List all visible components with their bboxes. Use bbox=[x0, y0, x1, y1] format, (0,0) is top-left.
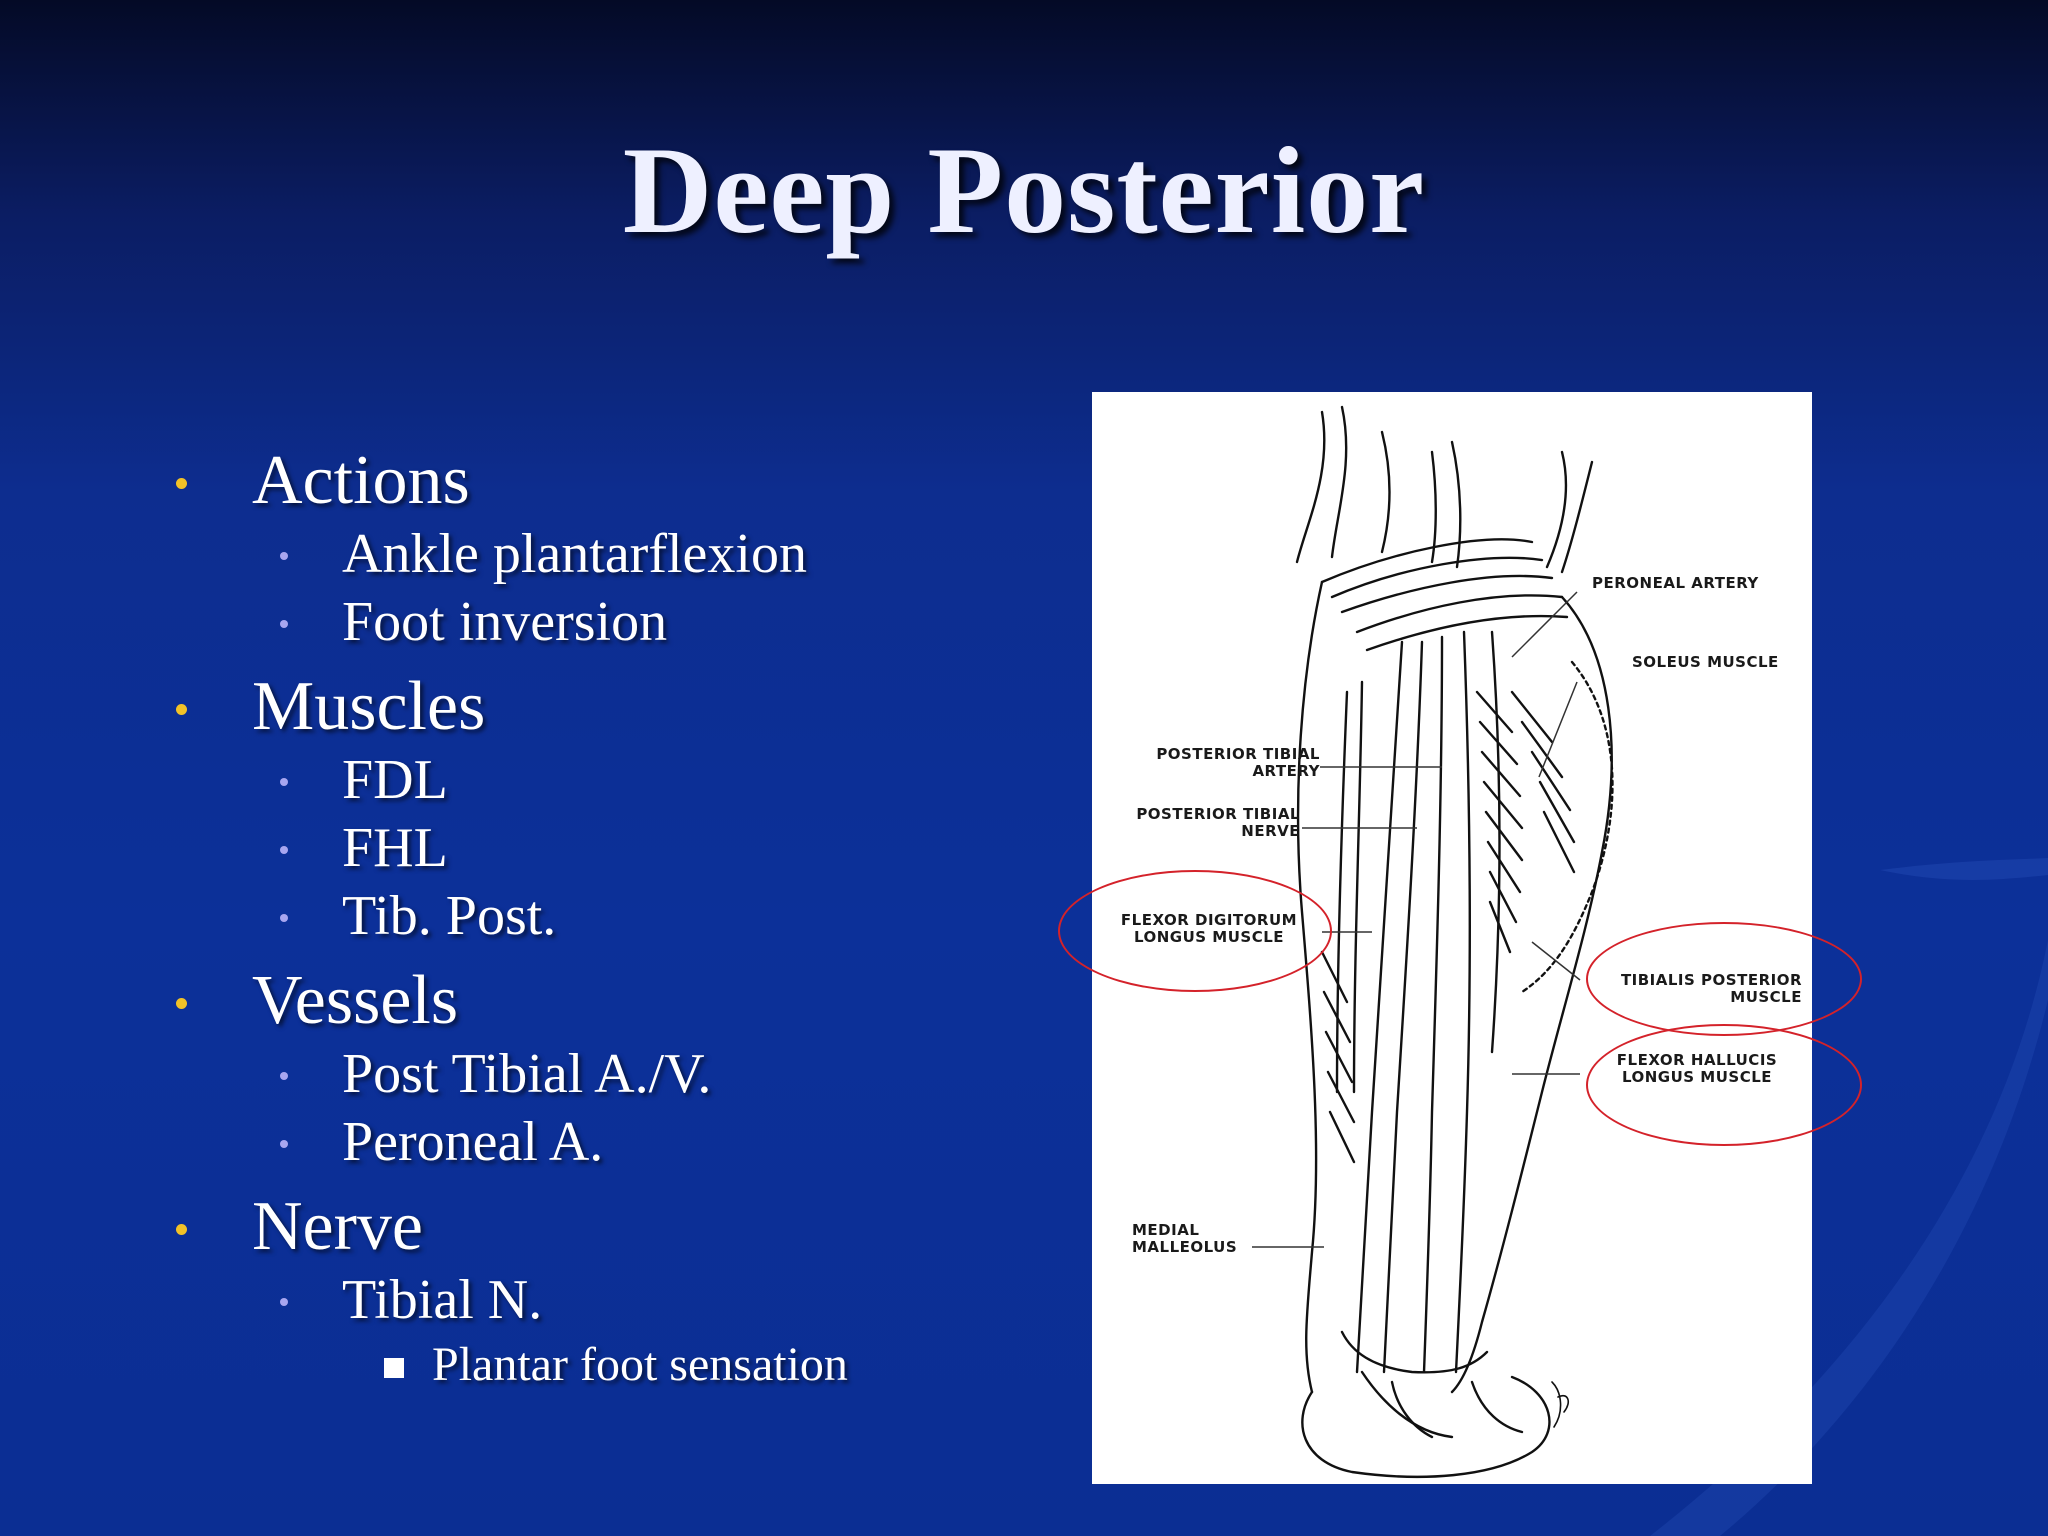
bullet-label: Vessels bbox=[252, 962, 459, 1039]
label-flexor-digitorum-longus: FLEXOR DIGITORUM LONGUS MUSCLE bbox=[1120, 911, 1298, 946]
sub-bullet bbox=[170, 814, 1070, 882]
bullet-dot-icon bbox=[176, 1224, 187, 1235]
sub-sub-bullet-label: Plantar foot sensation bbox=[432, 1338, 848, 1391]
label-posterior-tibial-nerve: POSTERIOR TIBIAL NERVE bbox=[1136, 805, 1300, 840]
sub-bullet-label: Foot inversion bbox=[342, 591, 668, 653]
sub-bullet-label: Tib. Post. bbox=[342, 885, 557, 947]
bullet-dot-icon bbox=[176, 704, 187, 715]
sub-bullet bbox=[170, 1040, 1070, 1108]
sub-bullet bbox=[170, 520, 1070, 588]
label-peroneal-artery: PERONEAL ARTERY bbox=[1592, 574, 1759, 592]
sub-bullet bbox=[170, 882, 1070, 950]
sub-bullet bbox=[170, 1108, 1070, 1176]
bullet-muscles bbox=[170, 668, 1070, 746]
slide-title: Deep Posterior bbox=[622, 122, 1426, 259]
highlight-ring-flexor-digitorum bbox=[1058, 870, 1332, 992]
bullet-dot-icon bbox=[176, 478, 187, 489]
sub-bullet-dot-icon bbox=[280, 1140, 288, 1148]
sub-bullet bbox=[170, 588, 1070, 656]
highlight-ring-flexor-hallucis bbox=[1586, 1024, 1862, 1146]
bullet-label: Actions bbox=[252, 442, 470, 519]
label-flexor-hallucis-longus: FLEXOR HALLUCIS LONGUS MUSCLE bbox=[1616, 1051, 1778, 1086]
bullet-list bbox=[170, 430, 1070, 1396]
sub-bullet-dot-icon bbox=[280, 846, 288, 854]
bullet-nerve bbox=[170, 1188, 1070, 1266]
sub-bullet-label: FDL bbox=[342, 749, 448, 811]
sub-sub-bullet bbox=[170, 1334, 1070, 1396]
label-posterior-tibial-artery: POSTERIOR TIBIAL ARTERY bbox=[1156, 745, 1320, 780]
bullet-vessels bbox=[170, 962, 1070, 1040]
sub-bullet-label: FHL bbox=[342, 817, 448, 879]
sub-bullet-label: Post Tibial A./V. bbox=[342, 1043, 712, 1105]
bullet-label: Muscles bbox=[252, 668, 486, 745]
sub-bullet-dot-icon bbox=[280, 778, 288, 786]
sub-bullet-dot-icon bbox=[280, 914, 288, 922]
sub-bullet bbox=[170, 1266, 1070, 1334]
sub-bullet-label: Peroneal A. bbox=[342, 1111, 604, 1173]
label-medial-malleolus: MEDIAL MALLEOLUS bbox=[1132, 1221, 1238, 1256]
square-bullet-icon bbox=[384, 1358, 404, 1378]
sub-bullet bbox=[170, 746, 1070, 814]
label-soleus-muscle: SOLEUS MUSCLE bbox=[1632, 653, 1779, 671]
sub-bullet-dot-icon bbox=[280, 620, 288, 628]
sub-bullet-dot-icon bbox=[280, 1072, 288, 1080]
sub-bullet-label: Ankle plantarflexion bbox=[342, 523, 807, 585]
sub-bullet-label: Tibial N. bbox=[342, 1269, 543, 1331]
sub-bullet-dot-icon bbox=[280, 552, 288, 560]
bullet-dot-icon bbox=[176, 998, 187, 1009]
highlight-ring-tibialis-posterior bbox=[1586, 922, 1862, 1036]
bullet-label: Nerve bbox=[252, 1188, 424, 1265]
sub-bullet-dot-icon bbox=[280, 1298, 288, 1306]
label-tibialis-posterior: TIBIALIS POSTERIOR MUSCLE bbox=[1620, 971, 1802, 1006]
bullet-actions bbox=[170, 442, 1070, 520]
